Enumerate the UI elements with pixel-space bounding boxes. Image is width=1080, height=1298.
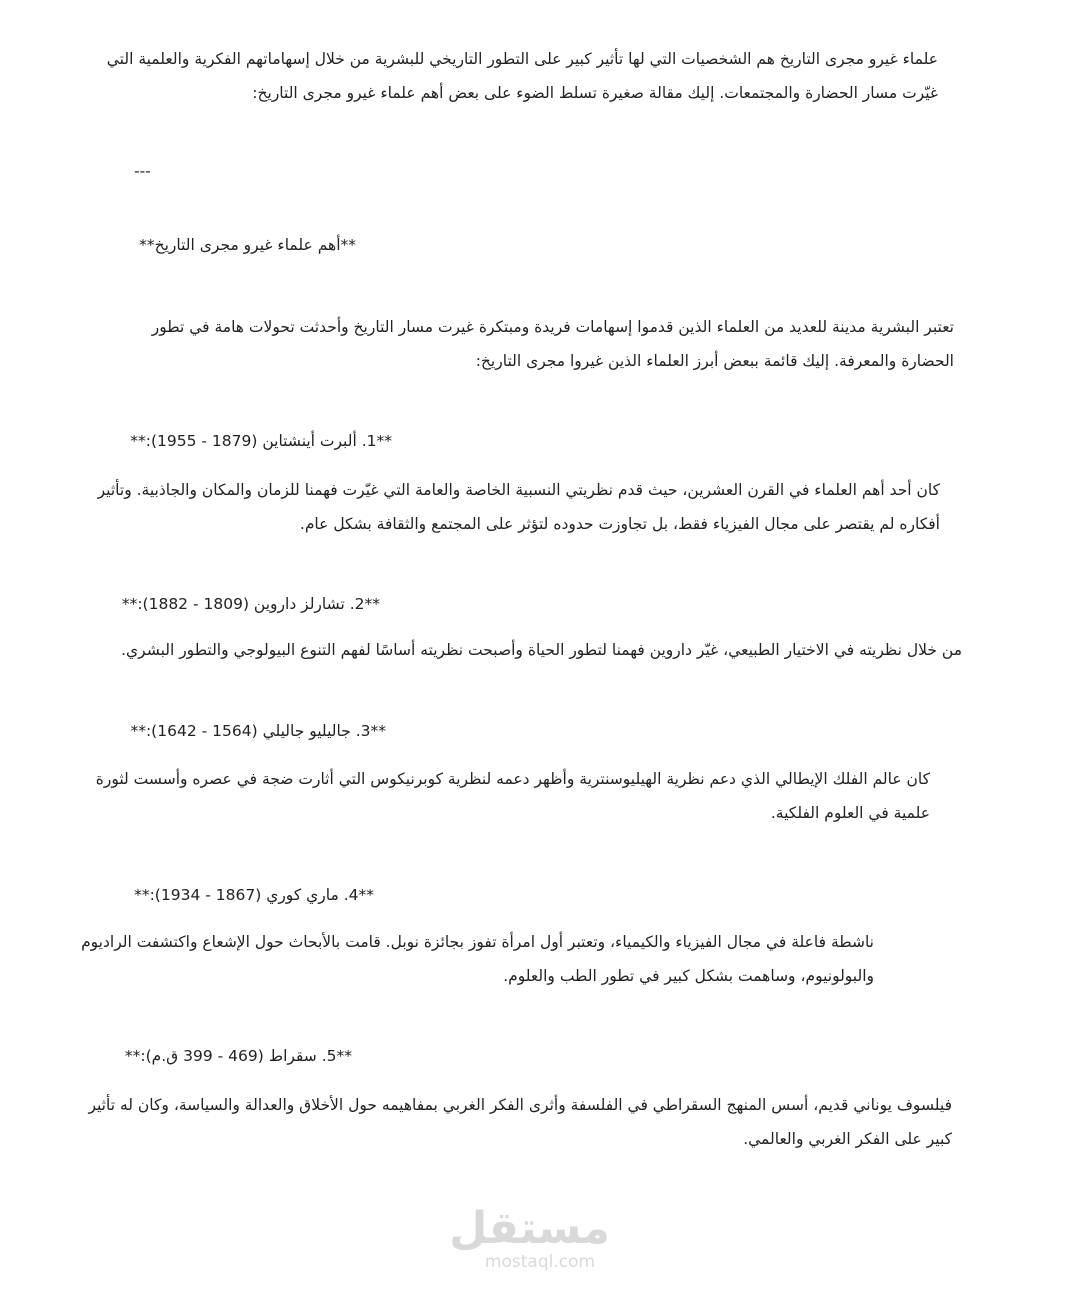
scientist-line: كان عالم الفلك الإيطالي الذي دعم نظرية الهيليوسنترية وأظهر دعمه لنظرية كوبرنيكوس التي أثارت ضجة في عصره وأسست لثورة xyxy=(95,770,930,788)
scientist-heading-galileo: **3. جاليليو جاليلي (1564 - 1642):** xyxy=(130,722,386,740)
scientist-line: كبير على الفكر الغربي والعالمي. xyxy=(743,1130,952,1148)
scientist-line: كان أحد أهم العلماء في القرن العشرين، حيث قدم نظريتي النسبية الخاصة والعامة التي غيّرت فهمنا للزمان والمكان والجاذبية. وتأثير xyxy=(97,481,940,499)
scientist-heading-socrates: **5. سقراط (469 - 399 ق.م):** xyxy=(124,1047,352,1065)
scientist-paragraph-galileo xyxy=(96,762,930,830)
section-intro-paragraph xyxy=(152,310,954,378)
scientist-line: أفكاره لم يقتصر على مجال الفيزياء فقط، بل تجاوزت حدوده لتؤثر على المجتمع والثقافة بشكل عام. xyxy=(299,515,940,533)
scientist-line: من خلال نظريته في الاختيار الطبيعي، غيّر داروين فهمنا لتطور الحياة وأصبحت نظريته أساسًا لفهم التنوع البيولوجي والتطور البشري. xyxy=(121,641,962,659)
divider-line: --- xyxy=(134,162,151,180)
mostaql-watermark-logo xyxy=(449,1203,610,1272)
watermark-arabic-text: مستقل xyxy=(449,1203,610,1254)
scientist-line: فيلسوف يوناني قديم، أسس المنهج السقراطي في الفلسفة وأثرى الفكر الغربي بمفاهيمه حول الأخلاق والعدالة والسياسة، وكان له تأثير xyxy=(88,1096,952,1114)
section-intro-line-2: الحضارة والمعرفة. إليك قائمة ببعض أبرز العلماء الذين غيروا مجرى التاريخ: xyxy=(475,352,954,370)
scientist-paragraph-darwin xyxy=(121,633,962,667)
intro-paragraph xyxy=(107,42,938,110)
scientist-line: ناشطة فاعلة في مجال الفيزياء والكيمياء، وتعتبر أول امرأة تفوز بجائزة نوبل. قامت بالأبحاث حول الإشعاع واكتشفت الراديوم xyxy=(81,933,874,951)
scientist-line: علمية في العلوم الفلكية. xyxy=(770,804,930,822)
scientist-paragraph-einstein xyxy=(98,473,940,541)
scientist-paragraph-socrates xyxy=(88,1088,952,1156)
watermark-latin-text: mostaql.com xyxy=(484,1252,596,1272)
scientist-heading-darwin: **2. تشارلز داروين (1809 - 1882):** xyxy=(121,595,380,613)
section-heading: **أهم علماء غيرو مجرى التاريخ** xyxy=(139,236,356,254)
scientist-heading-curie: **4. ماري كوري (1867 - 1934):** xyxy=(134,886,374,904)
section-intro-line-1: تعتبر البشرية مدينة للعديد من العلماء الذين قدموا إسهامات فريدة ومبتكرة غيرت مسار التاريخ وأحدثت تحولات هامة في تطور xyxy=(151,318,954,336)
scientist-paragraph-curie xyxy=(81,925,874,993)
intro-line-1: علماء غيرو مجرى التاريخ هم الشخصيات التي لها تأثير كبير على التطور التاريخي للبشرية من خلال إسهاماتهم الفكرية والعلمية التي xyxy=(106,50,938,68)
scientist-heading-einstein: **1. ألبرت أينشتاين (1879 - 1955):** xyxy=(130,432,392,450)
intro-line-2: غيّرت مسار الحضارة والمجتمعات. إليك مقالة صغيرة تسلط الضوء على بعض أهم علماء غيرو مجرى التاريخ: xyxy=(252,84,938,102)
scientist-line: والبولونيوم، وساهمت بشكل كبير في تطور الطب والعلوم. xyxy=(503,967,874,985)
